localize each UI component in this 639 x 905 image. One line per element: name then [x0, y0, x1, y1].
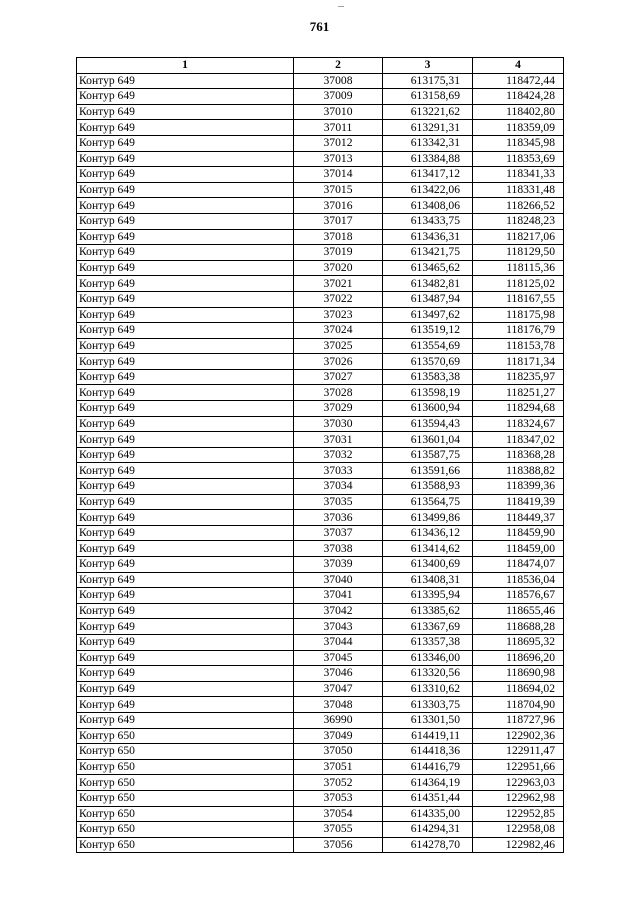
- x-coordinate-cell: 613221,62: [383, 104, 473, 120]
- contour-name-cell: Контур 649: [77, 557, 294, 573]
- contour-name-cell: Контур 649: [77, 198, 294, 214]
- table-row: [77, 401, 564, 417]
- page-number: 761: [309, 19, 330, 34]
- x-coordinate-cell: 613497,62: [383, 307, 473, 323]
- point-number-cell: 37022: [294, 291, 383, 307]
- table-row: [77, 650, 564, 666]
- contour-name-cell: Контур 650: [77, 775, 294, 791]
- x-coordinate-cell: 613436,31: [383, 229, 473, 245]
- y-coordinate-cell: 118399,36: [473, 479, 564, 495]
- contour-name-cell: Контур 649: [77, 510, 294, 526]
- point-number-cell: 37032: [294, 447, 383, 463]
- table-header-row: [77, 58, 564, 74]
- x-coordinate-cell: 613587,75: [383, 447, 473, 463]
- table-row: [77, 775, 564, 791]
- x-coordinate-cell: 614364,19: [383, 775, 473, 791]
- y-coordinate-cell: 118175,98: [473, 307, 564, 323]
- x-coordinate-cell: 613417,12: [383, 167, 473, 183]
- x-coordinate-cell: 613421,75: [383, 245, 473, 261]
- point-number-cell: 37029: [294, 401, 383, 417]
- table-row: [77, 525, 564, 541]
- contour-name-cell: Контур 649: [77, 89, 294, 105]
- y-coordinate-cell: 118388,82: [473, 463, 564, 479]
- point-number-cell: 37044: [294, 634, 383, 650]
- point-number-cell: 36990: [294, 712, 383, 728]
- contour-name-cell: Контур 649: [77, 354, 294, 370]
- table-row: [77, 479, 564, 495]
- x-coordinate-cell: 613303,75: [383, 697, 473, 713]
- contour-name-cell: Контур 649: [77, 229, 294, 245]
- table-row: [77, 229, 564, 245]
- y-coordinate-cell: 118171,34: [473, 354, 564, 370]
- point-number-cell: 37035: [294, 494, 383, 510]
- contour-name-cell: Контур 649: [77, 697, 294, 713]
- point-number-cell: 37056: [294, 837, 383, 853]
- point-number-cell: 37009: [294, 89, 383, 105]
- point-number-cell: 37042: [294, 603, 383, 619]
- point-number-cell: 37052: [294, 775, 383, 791]
- y-coordinate-cell: 118345,98: [473, 135, 564, 151]
- contour-name-cell: Контур 649: [77, 494, 294, 510]
- x-coordinate-cell: 613519,12: [383, 323, 473, 339]
- y-coordinate-cell: 118690,98: [473, 666, 564, 682]
- x-coordinate-cell: 614351,44: [383, 790, 473, 806]
- x-coordinate-cell: 613367,69: [383, 619, 473, 635]
- y-coordinate-cell: 118359,09: [473, 120, 564, 136]
- x-coordinate-cell: 614419,11: [383, 728, 473, 744]
- x-coordinate-cell: 613342,31: [383, 135, 473, 151]
- contour-name-cell: Контур 650: [77, 759, 294, 775]
- y-coordinate-cell: 118449,37: [473, 510, 564, 526]
- point-number-cell: 37048: [294, 697, 383, 713]
- y-coordinate-cell: 118402,80: [473, 104, 564, 120]
- point-number-cell: 37019: [294, 245, 383, 261]
- y-coordinate-cell: 118368,28: [473, 447, 564, 463]
- table-row: [77, 135, 564, 151]
- x-coordinate-cell: 613422,06: [383, 182, 473, 198]
- x-coordinate-cell: 613395,94: [383, 588, 473, 604]
- contour-name-cell: Контур 649: [77, 541, 294, 557]
- x-coordinate-cell: 613570,69: [383, 354, 473, 370]
- y-coordinate-cell: 118115,36: [473, 260, 564, 276]
- point-number-cell: 37020: [294, 260, 383, 276]
- y-coordinate-cell: 118655,46: [473, 603, 564, 619]
- contour-name-cell: Контур 649: [77, 135, 294, 151]
- table-row: [77, 276, 564, 292]
- point-number-cell: 37040: [294, 572, 383, 588]
- contour-name-cell: Контур 649: [77, 151, 294, 167]
- point-number-cell: 37049: [294, 728, 383, 744]
- y-coordinate-cell: 118153,78: [473, 338, 564, 354]
- y-coordinate-cell: 118235,97: [473, 369, 564, 385]
- y-coordinate-cell: 118474,07: [473, 557, 564, 573]
- y-coordinate-cell: 118341,33: [473, 167, 564, 183]
- y-coordinate-cell: 118695,32: [473, 634, 564, 650]
- point-number-cell: 37011: [294, 120, 383, 136]
- x-coordinate-cell: 613301,50: [383, 712, 473, 728]
- y-coordinate-cell: 122963,03: [473, 775, 564, 791]
- contour-name-cell: Контур 649: [77, 338, 294, 354]
- point-number-cell: 37030: [294, 416, 383, 432]
- x-coordinate-cell: 614278,70: [383, 837, 473, 853]
- column-header: 4: [473, 58, 564, 74]
- table-row: [77, 291, 564, 307]
- table-row: [77, 120, 564, 136]
- contour-name-cell: Контур 649: [77, 432, 294, 448]
- table-row: [77, 151, 564, 167]
- table-row: [77, 494, 564, 510]
- table-row: [77, 619, 564, 635]
- contour-name-cell: Контур 649: [77, 603, 294, 619]
- x-coordinate-cell: 613564,75: [383, 494, 473, 510]
- table-row: [77, 572, 564, 588]
- point-number-cell: 37015: [294, 182, 383, 198]
- y-coordinate-cell: 118696,20: [473, 650, 564, 666]
- y-coordinate-cell: 118727,96: [473, 712, 564, 728]
- point-number-cell: 37033: [294, 463, 383, 479]
- table-row: [77, 790, 564, 806]
- table-row: [77, 447, 564, 463]
- point-number-cell: 37024: [294, 323, 383, 339]
- x-coordinate-cell: 613414,62: [383, 541, 473, 557]
- contour-name-cell: Контур 649: [77, 666, 294, 682]
- y-coordinate-cell: 118176,79: [473, 323, 564, 339]
- table-row: [77, 323, 564, 339]
- table-row: [77, 167, 564, 183]
- x-coordinate-cell: 613487,94: [383, 291, 473, 307]
- contour-name-cell: Контур 649: [77, 167, 294, 183]
- point-number-cell: 37027: [294, 369, 383, 385]
- contour-name-cell: Контур 649: [77, 385, 294, 401]
- x-coordinate-cell: 614294,31: [383, 822, 473, 838]
- point-number-cell: 37045: [294, 650, 383, 666]
- table-row: [77, 744, 564, 760]
- y-coordinate-cell: 118472,44: [473, 73, 564, 89]
- table-row: [77, 463, 564, 479]
- coordinates-table: [76, 57, 564, 853]
- point-number-cell: 37047: [294, 681, 383, 697]
- y-coordinate-cell: 118266,52: [473, 198, 564, 214]
- contour-name-cell: Контур 649: [77, 276, 294, 292]
- point-number-cell: 37039: [294, 557, 383, 573]
- y-coordinate-cell: 118459,90: [473, 525, 564, 541]
- point-number-cell: 37043: [294, 619, 383, 635]
- y-coordinate-cell: 118294,68: [473, 401, 564, 417]
- contour-name-cell: Контур 650: [77, 837, 294, 853]
- x-coordinate-cell: 613591,66: [383, 463, 473, 479]
- contour-name-cell: Контур 650: [77, 744, 294, 760]
- table-row: [77, 634, 564, 650]
- point-number-cell: 37053: [294, 790, 383, 806]
- table-row: [77, 182, 564, 198]
- point-number-cell: 37051: [294, 759, 383, 775]
- table-row: [77, 588, 564, 604]
- x-coordinate-cell: 613598,19: [383, 385, 473, 401]
- y-coordinate-cell: 118167,55: [473, 291, 564, 307]
- page-mark: ...: [338, 0, 344, 9]
- table-row: [77, 681, 564, 697]
- x-coordinate-cell: 613433,75: [383, 213, 473, 229]
- table-row: [77, 245, 564, 261]
- y-coordinate-cell: 118419,39: [473, 494, 564, 510]
- contour-name-cell: Контур 649: [77, 712, 294, 728]
- table-row: [77, 822, 564, 838]
- y-coordinate-cell: 122982,46: [473, 837, 564, 853]
- x-coordinate-cell: 613357,38: [383, 634, 473, 650]
- y-coordinate-cell: 122958,08: [473, 822, 564, 838]
- x-coordinate-cell: 613291,31: [383, 120, 473, 136]
- table-row: [77, 432, 564, 448]
- table-row: [77, 307, 564, 323]
- point-number-cell: 37046: [294, 666, 383, 682]
- contour-name-cell: Контур 649: [77, 634, 294, 650]
- x-coordinate-cell: 613594,43: [383, 416, 473, 432]
- y-coordinate-cell: 118251,27: [473, 385, 564, 401]
- point-number-cell: 37025: [294, 338, 383, 354]
- contour-name-cell: Контур 649: [77, 681, 294, 697]
- contour-name-cell: Контур 650: [77, 806, 294, 822]
- x-coordinate-cell: 613310,62: [383, 681, 473, 697]
- contour-name-cell: Контур 649: [77, 260, 294, 276]
- point-number-cell: 37013: [294, 151, 383, 167]
- point-number-cell: 37054: [294, 806, 383, 822]
- point-number-cell: 37026: [294, 354, 383, 370]
- y-coordinate-cell: 118688,28: [473, 619, 564, 635]
- table-row: [77, 416, 564, 432]
- x-coordinate-cell: 613601,04: [383, 432, 473, 448]
- contour-name-cell: Контур 649: [77, 588, 294, 604]
- contour-name-cell: Контур 649: [77, 369, 294, 385]
- y-coordinate-cell: 118129,50: [473, 245, 564, 261]
- y-coordinate-cell: 118248,23: [473, 213, 564, 229]
- y-coordinate-cell: 122962,98: [473, 790, 564, 806]
- contour-name-cell: Контур 649: [77, 291, 294, 307]
- contour-name-cell: Контур 650: [77, 728, 294, 744]
- x-coordinate-cell: 613554,69: [383, 338, 473, 354]
- contour-name-cell: Контур 649: [77, 323, 294, 339]
- point-number-cell: 37031: [294, 432, 383, 448]
- table-row: [77, 354, 564, 370]
- table-row: [77, 759, 564, 775]
- contour-name-cell: Контур 649: [77, 619, 294, 635]
- point-number-cell: 37037: [294, 525, 383, 541]
- point-number-cell: 37041: [294, 588, 383, 604]
- y-coordinate-cell: 118536,04: [473, 572, 564, 588]
- y-coordinate-cell: 122902,36: [473, 728, 564, 744]
- point-number-cell: 37008: [294, 73, 383, 89]
- table-row: [77, 728, 564, 744]
- contour-name-cell: Контур 649: [77, 650, 294, 666]
- y-coordinate-cell: 118576,67: [473, 588, 564, 604]
- column-header: 1: [77, 58, 294, 74]
- contour-name-cell: Контур 649: [77, 245, 294, 261]
- contour-name-cell: Контур 649: [77, 463, 294, 479]
- table-row: [77, 557, 564, 573]
- point-number-cell: 37010: [294, 104, 383, 120]
- table-row: [77, 837, 564, 853]
- contour-name-cell: Контур 649: [77, 307, 294, 323]
- y-coordinate-cell: 118704,90: [473, 697, 564, 713]
- x-coordinate-cell: 613408,31: [383, 572, 473, 588]
- table-row: [77, 369, 564, 385]
- y-coordinate-cell: 118331,48: [473, 182, 564, 198]
- point-number-cell: 37034: [294, 479, 383, 495]
- x-coordinate-cell: 613400,69: [383, 557, 473, 573]
- x-coordinate-cell: 613588,93: [383, 479, 473, 495]
- point-number-cell: 37023: [294, 307, 383, 323]
- y-coordinate-cell: 118125,02: [473, 276, 564, 292]
- contour-name-cell: Контур 649: [77, 447, 294, 463]
- contour-name-cell: Контур 649: [77, 572, 294, 588]
- point-number-cell: 37017: [294, 213, 383, 229]
- point-number-cell: 37036: [294, 510, 383, 526]
- y-coordinate-cell: 122911,47: [473, 744, 564, 760]
- x-coordinate-cell: 613583,38: [383, 369, 473, 385]
- point-number-cell: 37016: [294, 198, 383, 214]
- contour-name-cell: Контур 649: [77, 120, 294, 136]
- contour-name-cell: Контур 649: [77, 73, 294, 89]
- table-row: [77, 806, 564, 822]
- y-coordinate-cell: 122951,66: [473, 759, 564, 775]
- contour-name-cell: Контур 650: [77, 790, 294, 806]
- x-coordinate-cell: 613320,56: [383, 666, 473, 682]
- point-number-cell: 37038: [294, 541, 383, 557]
- point-number-cell: 37012: [294, 135, 383, 151]
- point-number-cell: 37014: [294, 167, 383, 183]
- contour-name-cell: Контур 649: [77, 213, 294, 229]
- contour-name-cell: Контур 649: [77, 401, 294, 417]
- point-number-cell: 37018: [294, 229, 383, 245]
- y-coordinate-cell: 118217,06: [473, 229, 564, 245]
- column-header: 2: [294, 58, 383, 74]
- x-coordinate-cell: 613158,69: [383, 89, 473, 105]
- contour-name-cell: Контур 649: [77, 104, 294, 120]
- table-row: [77, 73, 564, 89]
- contour-name-cell: Контур 649: [77, 525, 294, 541]
- y-coordinate-cell: 118353,69: [473, 151, 564, 167]
- y-coordinate-cell: 122952,85: [473, 806, 564, 822]
- x-coordinate-cell: 614335,00: [383, 806, 473, 822]
- table-row: [77, 666, 564, 682]
- x-coordinate-cell: 613175,31: [383, 73, 473, 89]
- x-coordinate-cell: 613346,00: [383, 650, 473, 666]
- table-row: [77, 198, 564, 214]
- table-row: [77, 338, 564, 354]
- table-row: [77, 260, 564, 276]
- table-row: [77, 385, 564, 401]
- table-row: [77, 541, 564, 557]
- contour-name-cell: Контур 649: [77, 416, 294, 432]
- point-number-cell: 37028: [294, 385, 383, 401]
- x-coordinate-cell: 614416,79: [383, 759, 473, 775]
- y-coordinate-cell: 118424,28: [473, 89, 564, 105]
- y-coordinate-cell: 118694,02: [473, 681, 564, 697]
- table-row: [77, 603, 564, 619]
- x-coordinate-cell: 613465,62: [383, 260, 473, 276]
- x-coordinate-cell: 614418,36: [383, 744, 473, 760]
- table-row: [77, 712, 564, 728]
- x-coordinate-cell: 613384,88: [383, 151, 473, 167]
- point-number-cell: 37055: [294, 822, 383, 838]
- point-number-cell: 37021: [294, 276, 383, 292]
- x-coordinate-cell: 613600,94: [383, 401, 473, 417]
- x-coordinate-cell: 613408,06: [383, 198, 473, 214]
- table-row: [77, 213, 564, 229]
- x-coordinate-cell: 613436,12: [383, 525, 473, 541]
- table-row: [77, 89, 564, 105]
- table-row: [77, 697, 564, 713]
- point-number-cell: 37050: [294, 744, 383, 760]
- y-coordinate-cell: 118459,00: [473, 541, 564, 557]
- column-header: 3: [383, 58, 473, 74]
- x-coordinate-cell: 613499,86: [383, 510, 473, 526]
- x-coordinate-cell: 613482,81: [383, 276, 473, 292]
- y-coordinate-cell: 118347,02: [473, 432, 564, 448]
- y-coordinate-cell: 118324,67: [473, 416, 564, 432]
- contour-name-cell: Контур 649: [77, 182, 294, 198]
- table-row: [77, 104, 564, 120]
- table-row: [77, 510, 564, 526]
- contour-name-cell: Контур 650: [77, 822, 294, 838]
- contour-name-cell: Контур 649: [77, 479, 294, 495]
- x-coordinate-cell: 613385,62: [383, 603, 473, 619]
